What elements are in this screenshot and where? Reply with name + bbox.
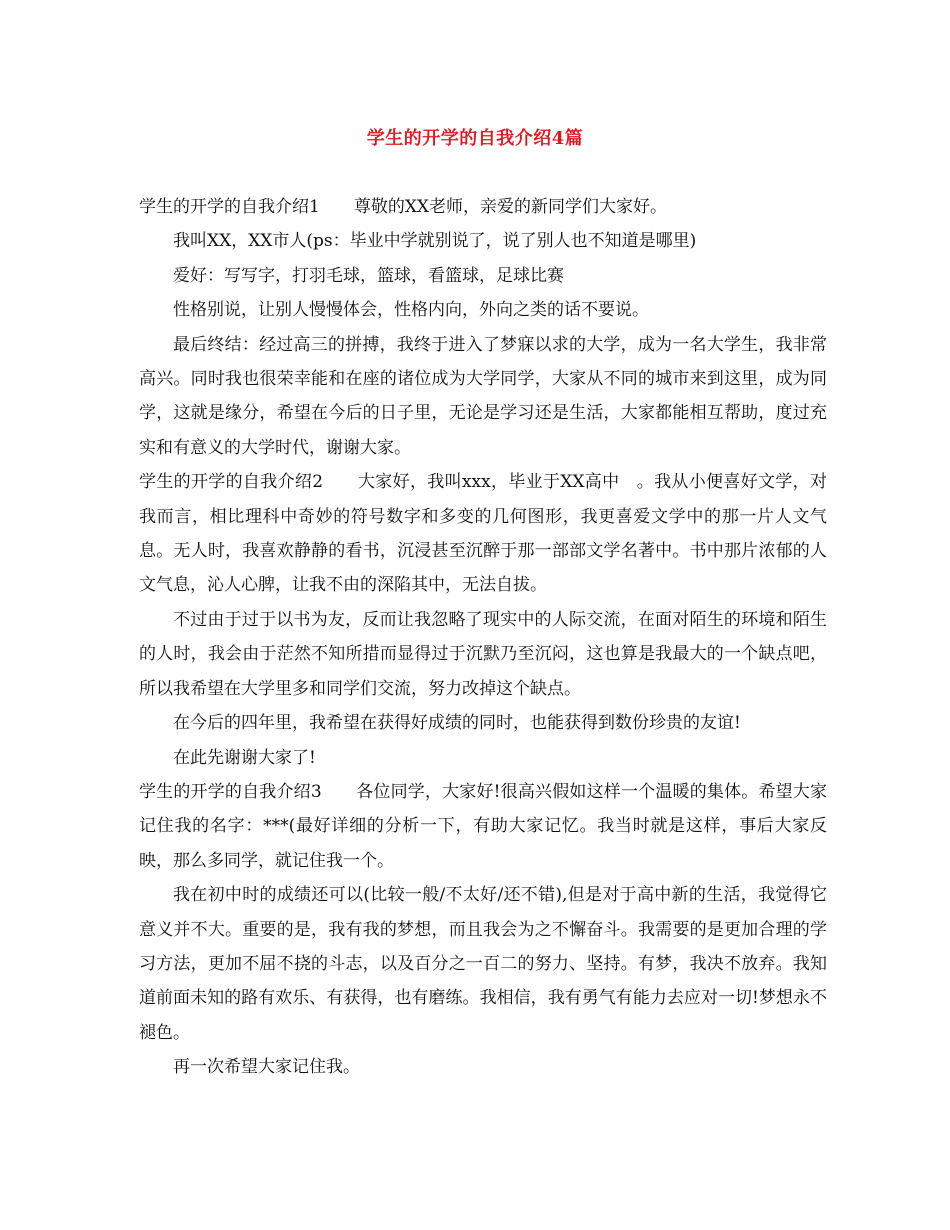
document-body: [139, 190, 827, 1085]
paragraph: 在今后的四年里，我希望在获得好成绩的同时，也能获得到数份珍贵的友谊!: [173, 713, 741, 734]
document-title: 学生的开学的自我介绍4篇: [366, 128, 584, 149]
paragraph: 我在初中时的成绩还可以(比较一般/不太好/还不错),但是对于高中新的生活，我觉得它意义并不大。重要的是，我有我的梦想，而且我会为之不懈奋斗。我需要的是更加合理的学习方法，更加不屈不挠的斗志，以及百分之一百二的努力、坚持。有梦，我决不放弃。我知道前面未知的路有欢乐、有获得，也有磨练。我相信，我有勇气有能力去应对一切!梦想永不褪色。: [139, 885, 827, 1043]
paragraph: 不过由于过于以书为友，反而让我忽略了现实中的人际交流，在面对陌生的环境和陌生的人时，我会由于茫然不知所措而显得过于沉默乃至沉闷，这也算是我最大的一个缺点吧，所以我希望在大学里多和同学们交流，努力改掉这个缺点。: [139, 609, 827, 699]
paragraph: 性格别说，让别人慢慢体会，性格内向，外向之类的话不要说。: [173, 300, 649, 321]
paragraph: 最后终结：经过高三的拼搏，我终于进入了梦寐以求的大学，成为一名大学生，我非常高兴。同时我也很荣幸能和在座的诸位成为大学同学，大家从不同的城市来到这里，成为同学，这就是缘分，希望在今后的日子里，无论是学习还是生活，大家都能相互帮助，度过充实和有意义的大学时代，谢谢大家。: [139, 334, 827, 458]
paragraph: 我叫XX，XX市人(ps：毕业中学就别说了，说了别人也不知道是哪里): [173, 231, 697, 252]
paragraph: 学生的开学的自我介绍2 大家好，我叫xxx，毕业于XX高中 。我从小便喜好文学，对我而言，相比理科中奇妙的符号数字和多变的几何图形，我更喜爱文学中的那一片人文气息。无人时，我喜欢静静的看书，沉浸甚至沉醉于那一部部文学名著中。书中那片浓郁的人文气息，沁人心脾，让我不由的深陷其中，无法自拔。: [139, 472, 827, 596]
paragraph: 学生的开学的自我介绍1 尊敬的XX老师，亲爱的新同学们大家好。: [139, 197, 668, 217]
paragraph: 爱好：写写字，打羽毛球，篮球，看篮球，足球比赛: [173, 265, 564, 286]
paragraph: 在此先谢谢大家了!: [173, 747, 316, 768]
paragraph: 学生的开学的自我介绍3 各位同学，大家好!很高兴假如这样一个温暖的集体。希望大家记住我的名字：***(最好详细的分析一下，有助大家记忆。我当时就是这样，事后大家反映，那么多同学，就记住我一个。: [139, 781, 827, 871]
paragraph: 再一次希望大家记住我。: [173, 1057, 360, 1078]
